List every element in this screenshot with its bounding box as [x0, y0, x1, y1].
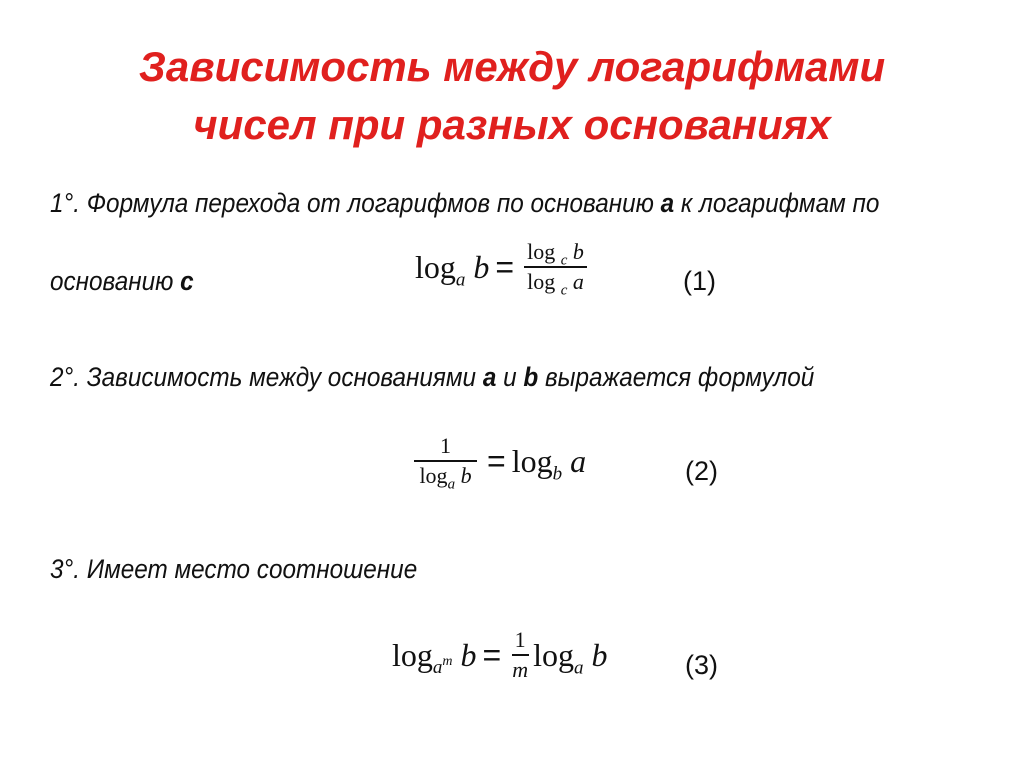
item2-var-b: b — [523, 362, 539, 392]
slide-title — [0, 38, 1024, 154]
item1-text-line1 — [50, 188, 879, 219]
formula2-rhs: $\log_b a$ — [511, 442, 587, 484]
item2-var-a: a — [482, 362, 497, 392]
formula3-fraction — [509, 626, 531, 684]
formula2-fraction — [414, 432, 477, 493]
formula3-denominator: m — [512, 657, 529, 682]
formula3-rhs: $\log_a b$ — [533, 636, 608, 678]
item2-text: 2°. Зависимость между основаниями a и b выражается формулой — [50, 362, 815, 392]
formula1-lhs: $\log_a b$ — [415, 248, 490, 290]
formula3-lhs: $\log_{a^m} b$ — [392, 636, 477, 678]
formula-2 — [410, 432, 587, 493]
item1-text-line2-label: основанию — [50, 266, 181, 296]
formula1-numerator: log $_c$ b — [524, 238, 587, 268]
formula-1 — [415, 238, 591, 299]
formula3-numerator: 1 — [512, 626, 529, 656]
formula2-numerator: 1 — [414, 432, 477, 462]
item1-text-pre: 1°. Формула перехода от логарифмов по основанию — [50, 188, 661, 218]
formula2-equals: = — [487, 442, 506, 479]
formula-3 — [392, 626, 607, 684]
title-line-1: Зависимость между логарифмами — [138, 43, 886, 90]
formula1-denominator: log $_c$ a — [527, 269, 584, 299]
formula1-number: (1) — [683, 266, 716, 296]
formula3-number: (3) — [685, 650, 718, 680]
item1-var-a: a — [660, 188, 675, 218]
formula1-fraction — [524, 238, 587, 299]
item1-text-post: к логарифмам по — [674, 188, 880, 218]
formula2-denominator: $\log_a b$ — [419, 463, 472, 493]
item1-var-c: c — [180, 266, 194, 296]
item1-text-line2 — [50, 266, 194, 297]
formula3-equals: = — [482, 636, 502, 673]
formula1-equals: = — [495, 248, 515, 285]
title-line-2: чисел при разных основаниях — [193, 101, 831, 148]
formula2-number: (2) — [685, 456, 718, 486]
item3-text: 3°. Имеет место соотношение — [50, 554, 418, 584]
